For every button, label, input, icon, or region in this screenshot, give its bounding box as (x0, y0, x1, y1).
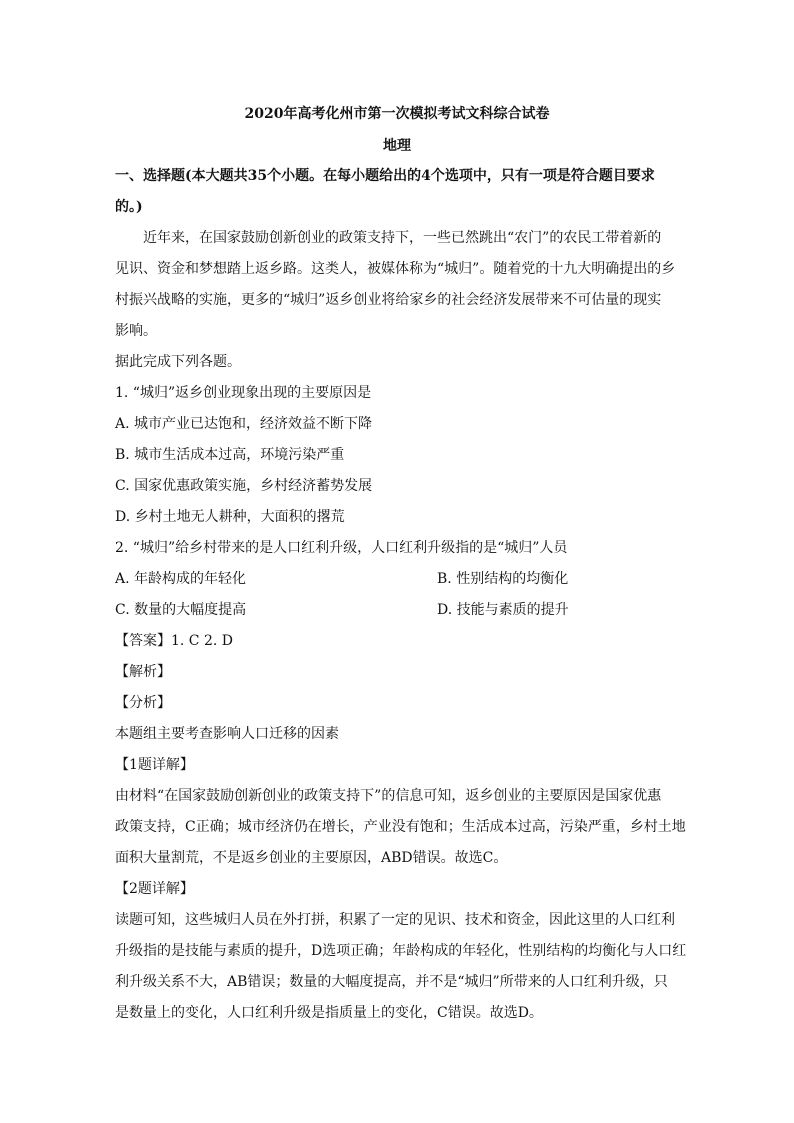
material-line-2: 见识、资金和梦想踏上返乡路。这类人，被媒体称为“城归”。随着党的十九大明确提出的乡 (115, 261, 676, 277)
section-heading-line-2: 的。) (115, 199, 143, 215)
question-2-option-c: C. 数量的大幅度提高 (115, 602, 247, 618)
question-1-option-c: C. 国家优惠政策实施，乡村经济蓄势发展 (115, 478, 373, 494)
instruction: 据此完成下列各题。 (115, 354, 241, 370)
detail-1-line-1: 由材料“在国家鼓励创新创业的政策支持下”的信息可知，返乡创业的主要原因是国家优惠 (115, 788, 662, 804)
question-1-option-d: D. 乡村土地无人耕种，大面积的撂荒 (115, 509, 345, 525)
exam-title: 2020年高考化州市第一次模拟考试文科综合试卷 (244, 106, 550, 122)
detail-2-label: 【2题详解】 (115, 881, 194, 897)
detail-1-line-2: 政策支持，C正确；城市经济仍在增长，产业没有饱和；生活成本过高，污染严重，乡村土地 (115, 819, 686, 835)
question-2-option-d: D. 技能与素质的提升 (437, 602, 569, 618)
section-heading-line-1: 一、选择题(本大题共35个小题。在每小题给出的4个选项中，只有一项是符合题目要求 (115, 168, 655, 184)
detail-2-line-1: 读题可知，这些城归人员在外打拼，积累了一定的见识、技术和资金，因此这里的人口红利 (115, 912, 675, 928)
detail-2-line-4: 是数量上的变化，人口红利升级是指质量上的变化，C错误。故选D。 (115, 1005, 543, 1021)
question-2-option-a: A. 年龄构成的年轻化 (115, 571, 247, 587)
detail-1-label: 【1题详解】 (115, 757, 194, 773)
detail-1-line-3: 面积大量割荒，不是返乡创业的主要原因，ABD错误。故选C。 (115, 850, 508, 866)
question-2-option-b: B. 性别结构的均衡化 (437, 571, 569, 587)
material-line-3: 村振兴战略的实施，更多的“城归”返乡创业将给家乡的社会经济发展带来不可估量的现实 (115, 292, 662, 308)
subject-title: 地理 (383, 138, 411, 154)
fenxi-text: 本题组主要考查影响人口迁移的因素 (115, 726, 339, 742)
question-1-option-a: A. 城市产业已达饱和，经济效益不断下降 (115, 416, 373, 432)
analysis-label: 【解析】 (115, 664, 171, 680)
detail-2-line-2: 升级指的是技能与素质的提升，D选项正确；年龄构成的年轻化，性别结构的均衡化与人口红 (115, 943, 687, 959)
fenxi-label: 【分析】 (115, 695, 171, 711)
question-1-option-b: B. 城市生活成本过高，环境污染严重 (115, 447, 345, 463)
question-2-stem: 2. “城归”给乡村带来的是人口红利升级，人口红利升级指的是“城归”人员 (115, 540, 568, 556)
detail-2-line-3: 利升级关系不大，AB错误；数量的大幅度提高，并不是“城归”所带来的人口红利升级，只 (115, 974, 668, 990)
answer-line: 【答案】1. C 2. D (115, 633, 234, 649)
material-line-4: 影响。 (115, 323, 157, 339)
material-line-1: 近年来，在国家鼓励创新创业的政策支持下，一些已然跳出“农门”的农民工带着新的 (143, 230, 662, 246)
question-1-stem: 1. “城归”返乡创业现象出现的主要原因是 (115, 385, 372, 401)
